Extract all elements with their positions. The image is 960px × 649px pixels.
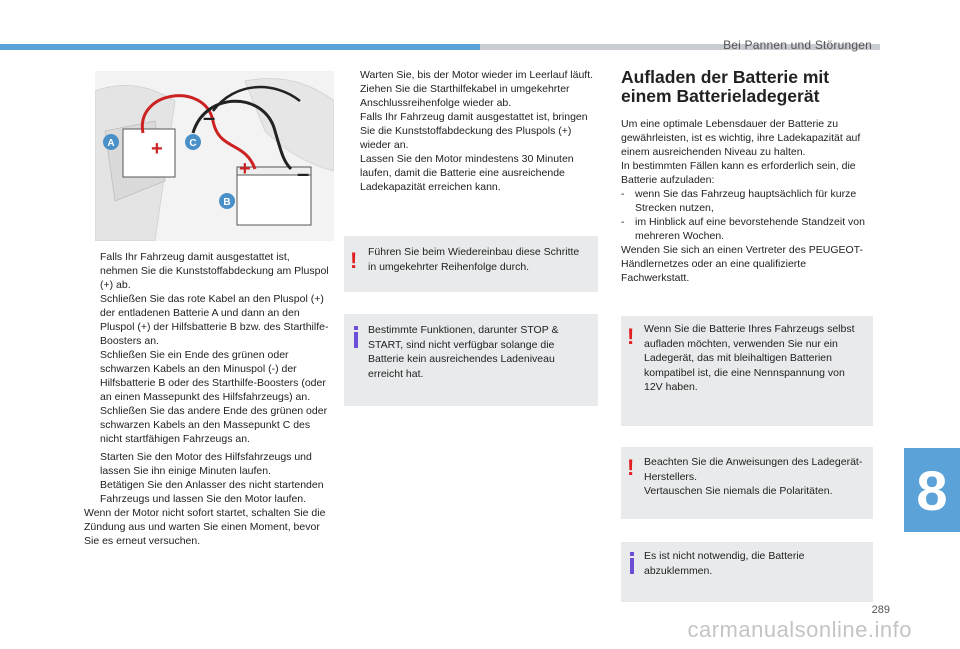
jump-start-illustration (95, 71, 334, 241)
warning-icon: ! (627, 324, 635, 349)
charging-text-column (621, 117, 875, 285)
intro-paragraph: Um eine optimale Lebensdauer der Batterie zu gewährleisten, ist es wichtig, ihre Ladekapazität auf einem ausreichenden Niveau zu halten. (621, 118, 861, 158)
list-item: Falls Ihr Fahrzeug damit ausgestattet ist, bringen Sie die Kunststoffabdeckung des Pluspols (+) wieder an. (344, 110, 594, 152)
callout-c-label: C (189, 138, 197, 149)
bullet-marker (344, 110, 360, 152)
list-item: Warten Sie, bis der Motor wieder im Leerlauf läuft. (344, 68, 594, 82)
retry-paragraph: Wenn der Motor nicht sofort startet, schalten Sie die Zündung aus und warten Sie einen Moment, bevor Sie es erneut versuchen. (84, 507, 326, 547)
list-item: - wenn Sie das Fahrzeug hauptsächlich für kurze Strecken nutzen, (621, 188, 857, 214)
dead-battery-shape (123, 129, 175, 177)
bullet-marker (84, 292, 100, 348)
instructions-column-2 (344, 68, 594, 194)
watermark: carmanualsonline.info (687, 617, 912, 642)
list-item: Schließen Sie das rote Kabel an den Pluspol (+) der entladenen Batterie A und dann an den Pluspol (+) der Hilfsbatterie B bzw. des Starthilfe-Boosters an. (84, 292, 330, 348)
info-box-disconnect: Es ist nicht notwendig, die Batterie abzuklemmen. (621, 542, 873, 602)
instructions-column-1 (84, 250, 330, 548)
chapter-tab: 8 (904, 448, 960, 532)
header-accent-bar (0, 44, 480, 50)
info-box-stop-start: Bestimmte Funktionen, darunter STOP & START, sind nicht verfügbar solange die Batterie kein ausreichendes Ladeniveau erreicht hat. (344, 314, 598, 406)
page-number: 289 (871, 604, 890, 616)
outro-paragraph: Wenden Sie sich an einen Vertreter des PEUGEOT-Händlernetzes oder an eine qualifizierte Fachwerkstatt. (621, 244, 864, 284)
list-item: Lassen Sie den Motor mindestens 30 Minuten laufen, damit die Batterie eine ausreichende Ladekapazität erreichen kann. (344, 152, 594, 194)
bullet-marker (344, 82, 360, 110)
list-item: Falls Ihr Fahrzeug damit ausgestattet ist, nehmen Sie die Kunststoffabdeckung am Pluspol (+) ab. (84, 250, 330, 292)
bullet-marker (84, 450, 100, 478)
info-icon (354, 326, 358, 348)
warning-box-self-charge: ! Wenn Sie die Batterie Ihres Fahrzeugs selbst aufladen möchten, verwenden Sie nur ein Ladegerät, das mit bleihaltigen Batterien kompatibel ist, die eine Nennspannung von 12V haben. (621, 316, 873, 426)
bullet-marker (344, 68, 360, 82)
minus-label-mass: – (203, 105, 216, 130)
bullet-marker (84, 348, 100, 404)
list-item: Starten Sie den Motor des Hilfsfahrzeugs und lassen Sie ihn einige Minuten laufen. (84, 450, 330, 478)
info-icon (630, 552, 634, 574)
list-item: Schließen Sie das andere Ende des grünen oder schwarzen Kabels an den Massepunkt C des nicht startfähigen Fahrzeugs an. (84, 404, 330, 446)
bullet-marker (344, 152, 360, 194)
plus-label-dead: + (151, 138, 163, 160)
warning-box-charger: ! Beachten Sie die Anweisungen des Ladegerät-Herstellers. Vertauschen Sie niemals die Polaritäten. (621, 447, 873, 519)
section-title: Bei Pannen und Störungen (723, 38, 872, 52)
list-item: Betätigen Sie den Anlasser des nicht startenden Fahrzeugs und lassen Sie den Motor laufen. (84, 478, 330, 506)
warning-icon: ! (627, 455, 635, 480)
callout-a-label: A (107, 138, 115, 149)
warning-icon: ! (350, 248, 358, 273)
plus-label-booster: + (239, 158, 251, 180)
page-title: Aufladen der Batterie mit einem Batterieladegerät (621, 67, 830, 106)
callout-b-label: B (223, 197, 231, 208)
minus-label-booster: – (297, 161, 310, 186)
list-item: Schließen Sie ein Ende des grünen oder schwarzen Kabels an den Minuspol (-) der Hilfsbatterie B oder des Starthilfe-Boosters (oder an einen Massepunkt des Hilfsfahrzeugs) an. (84, 348, 330, 404)
bullet-marker (84, 404, 100, 446)
warning-box-reassembly: ! Führen Sie beim Wiedereinbau diese Schritte in umgekehrter Reihenfolge durch. (344, 236, 598, 292)
bullet-marker (84, 250, 100, 292)
intro-paragraph-2: In bestimmten Fällen kann es erforderlich sein, die Batterie aufzuladen: (621, 160, 856, 186)
bullet-marker (84, 478, 100, 506)
list-item: - im Hinblick auf eine bevorstehende Standzeit von mehreren Wochen. (621, 216, 865, 242)
list-item: Ziehen Sie die Starthilfekabel in umgekehrter Anschlussreihenfolge wieder ab. (344, 82, 594, 110)
